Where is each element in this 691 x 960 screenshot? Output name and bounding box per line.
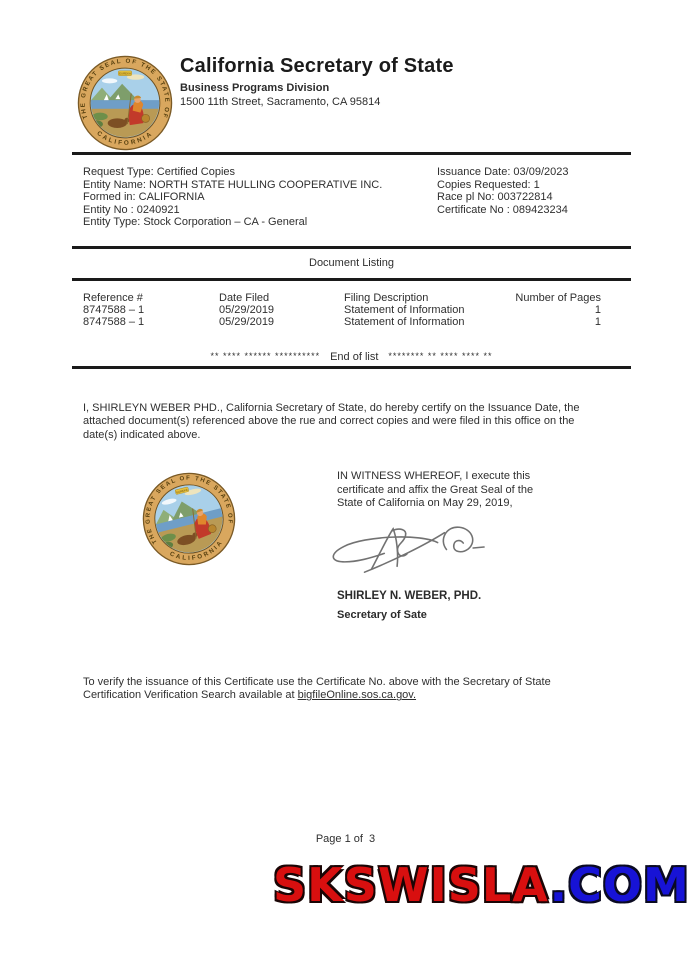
listing-divider-mid bbox=[72, 278, 631, 281]
entity-type: Entity Type: Stock Corporation – CA - General bbox=[83, 216, 308, 229]
col-pages: Number of Pages bbox=[515, 292, 601, 304]
listing-divider-bottom bbox=[72, 366, 631, 369]
document-listing-title: Document Listing bbox=[309, 257, 394, 269]
col-reference: Reference # bbox=[83, 292, 143, 304]
cell-pages: 1 bbox=[594, 304, 601, 316]
division-subtitle: Business Programs Division bbox=[180, 82, 330, 94]
receipt-number: Race pl No: 003722814 bbox=[437, 191, 553, 204]
witness-line: State of California on May 29, 2019, bbox=[337, 497, 513, 510]
cell-reference: 8747588 – 1 bbox=[83, 316, 145, 328]
cell-description: Statement of Information bbox=[344, 304, 465, 316]
california-state-seal-icon bbox=[77, 55, 173, 151]
cell-date-filed: 05/29/2019 bbox=[219, 316, 275, 328]
stars-left: ** **** ****** ********** bbox=[210, 351, 321, 361]
witness-line: certificate and affix the Great Seal of the bbox=[337, 483, 534, 496]
signature-image bbox=[327, 520, 485, 576]
watermark-primary: SKSWISLA bbox=[273, 858, 550, 912]
issuance-date: Issuance Date: 03/09/2023 bbox=[437, 166, 569, 178]
listing-divider-top bbox=[72, 246, 631, 249]
verification-text: To verify the issuance of this Certificate use the Certificate No. above with the Secretary of State Certification Verification Search available at bbox=[83, 676, 551, 702]
watermark-secondary: .COM bbox=[549, 858, 690, 912]
cell-date-filed: 05/29/2019 bbox=[219, 304, 275, 316]
signer-title: Secretary of Sate bbox=[337, 609, 427, 621]
entity-name: Entity Name: NORTH STATE HULLING COOPERATIVE INC. bbox=[83, 178, 383, 191]
certificate-number: Certificate No : 089423234 bbox=[437, 203, 568, 216]
entity-number: Entity No : 0240921 bbox=[83, 203, 180, 216]
page-title: California Secretary of State bbox=[180, 55, 454, 77]
signer-name: SHIRLEY N. WEBER, PHD. bbox=[337, 590, 482, 602]
end-of-list-label: End of list bbox=[330, 351, 379, 363]
cell-description: Statement of Information bbox=[344, 316, 465, 328]
page-number: Page 1 of 3 bbox=[315, 833, 376, 845]
header-divider bbox=[72, 152, 631, 155]
letterhead bbox=[180, 55, 454, 108]
california-state-seal-icon bbox=[132, 462, 246, 576]
cell-reference: 8747588 – 1 bbox=[83, 304, 145, 316]
verification-paragraph bbox=[83, 676, 561, 703]
request-type: Request Type: Certified Copies bbox=[83, 166, 236, 178]
col-date-filed: Date Filed bbox=[219, 292, 270, 304]
certification-paragraph: I, SHIRLEYN WEBER PHD., California Secretary of State, do hereby certify on the Issuance Date, the attached document(s) referenced above the rue and correct copies and were filed in this office on the date(s) indicated above. bbox=[83, 402, 580, 441]
request-info-right bbox=[437, 166, 568, 216]
stars-right: ******** ** **** **** ** bbox=[388, 351, 493, 361]
end-of-list-line bbox=[72, 347, 631, 365]
witness-line: IN WITNESS WHEREOF, I execute this bbox=[337, 470, 531, 482]
cell-pages: 1 bbox=[594, 316, 601, 328]
watermark bbox=[273, 858, 690, 912]
col-description: Filing Description bbox=[344, 292, 429, 304]
formed-in: Formed in: CALIFORNIA bbox=[83, 191, 205, 204]
office-address: 1500 11th Street, Sacramento, CA 95814 bbox=[180, 96, 381, 108]
witness-statement bbox=[337, 470, 533, 511]
request-info-left bbox=[83, 166, 382, 229]
verification-link[interactable]: bigfileOnline.sos.ca.gov. bbox=[297, 689, 417, 702]
copies-requested: Copies Requested: 1 bbox=[437, 178, 540, 191]
